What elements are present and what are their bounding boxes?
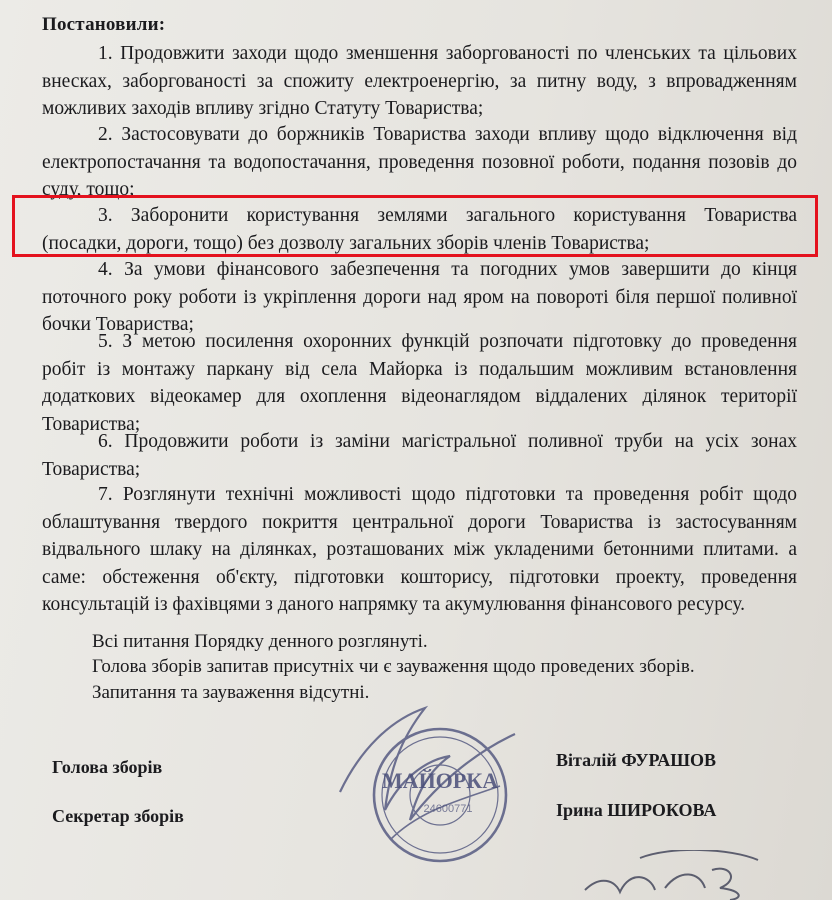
- resolution-item-4: [42, 256, 797, 339]
- closing-line-2: Голова зборів запитав присутніх чи є зауваження щодо проведених зборів.: [92, 656, 695, 677]
- resolution-item-5-text: 5. З метою посилення охоронних функцій розпочати підготовку до проведення робіт із монтажу паркану від села Майорка із подальшим можливим встановлення додаткових відеокамер для охоплення відеонаглядом віддалених ділянок території Товариства;: [42, 331, 797, 435]
- resolution-item-6: [42, 428, 797, 483]
- resolution-item-1-text: 1. Продовжити заходи щодо зменшення заборгованості по членських та цільових внесках, заборгованості за спожиту електроенергію, за питну воду, з впровадженням можливих заходів впливу згідно Статуту Товариства;: [42, 43, 797, 120]
- resolution-item-2: [42, 121, 797, 204]
- resolution-item-2-text: 2. Застосовувати до боржників Товариства заходи впливу щодо відключення від електропостачання та водопостачання, проведення позовної роботи, подання позовів до суду, тощо;: [42, 124, 797, 201]
- seal-icon: [330, 690, 550, 870]
- chair-label: Голова зборів: [52, 757, 163, 777]
- resolution-item-7-text: 7. Розглянути технічні можливості щодо підготовки та проведення робіт щодо облаштування твердого покриття центральної дороги Товариства із застосуванням відвального шлаку на ділянках, розташованих між укладеними бетонними плитами. а саме: обстеження об'єкту, підготовки кошторису, підготовки проекту, проведення консультацій із фахівцями з даного напрямку та акумулювання фінансового ресурсу.: [42, 484, 797, 616]
- secretary-name: Ірина ШИРОКОВА: [556, 800, 717, 820]
- resolution-item-7: [42, 481, 797, 619]
- highlight-box: [12, 195, 818, 257]
- resolution-item-4-text: 4. За умови фінансового забезпечення та погодних умов завершити до кінця поточного року роботи із укріплення дороги над яром на повороті біля першої поливної бочки Товариства;: [42, 259, 797, 336]
- resolution-item-6-text: 6. Продовжити роботи із заміни магістральної поливної труби на усіх зонах Товариства;: [42, 431, 797, 480]
- signature-icon: [580, 850, 760, 900]
- chair-name: Віталій ФУРАШОВ: [556, 750, 716, 770]
- seal-text: МАЙОРКА: [381, 768, 499, 793]
- resolution-item-3-text: 3. Заборонити користування землями загального користування Товариства (посадки, дороги, тощо) без дозволу загальних зборів членів Товариства;: [42, 205, 797, 254]
- secretary-label: Секретар зборів: [52, 806, 184, 826]
- resolutions-heading: Постановили:: [42, 14, 166, 35]
- closing-line-1: Всі питання Порядку денного розглянуті.: [92, 631, 428, 652]
- resolution-item-5: [42, 328, 797, 438]
- organization-seal: [330, 690, 550, 870]
- seal-number: 24600771: [423, 803, 473, 815]
- resolution-item-1: [42, 40, 797, 123]
- handwritten-signature: [580, 850, 760, 900]
- closing-line-3: Запитання та зауваження відсутні.: [92, 682, 370, 703]
